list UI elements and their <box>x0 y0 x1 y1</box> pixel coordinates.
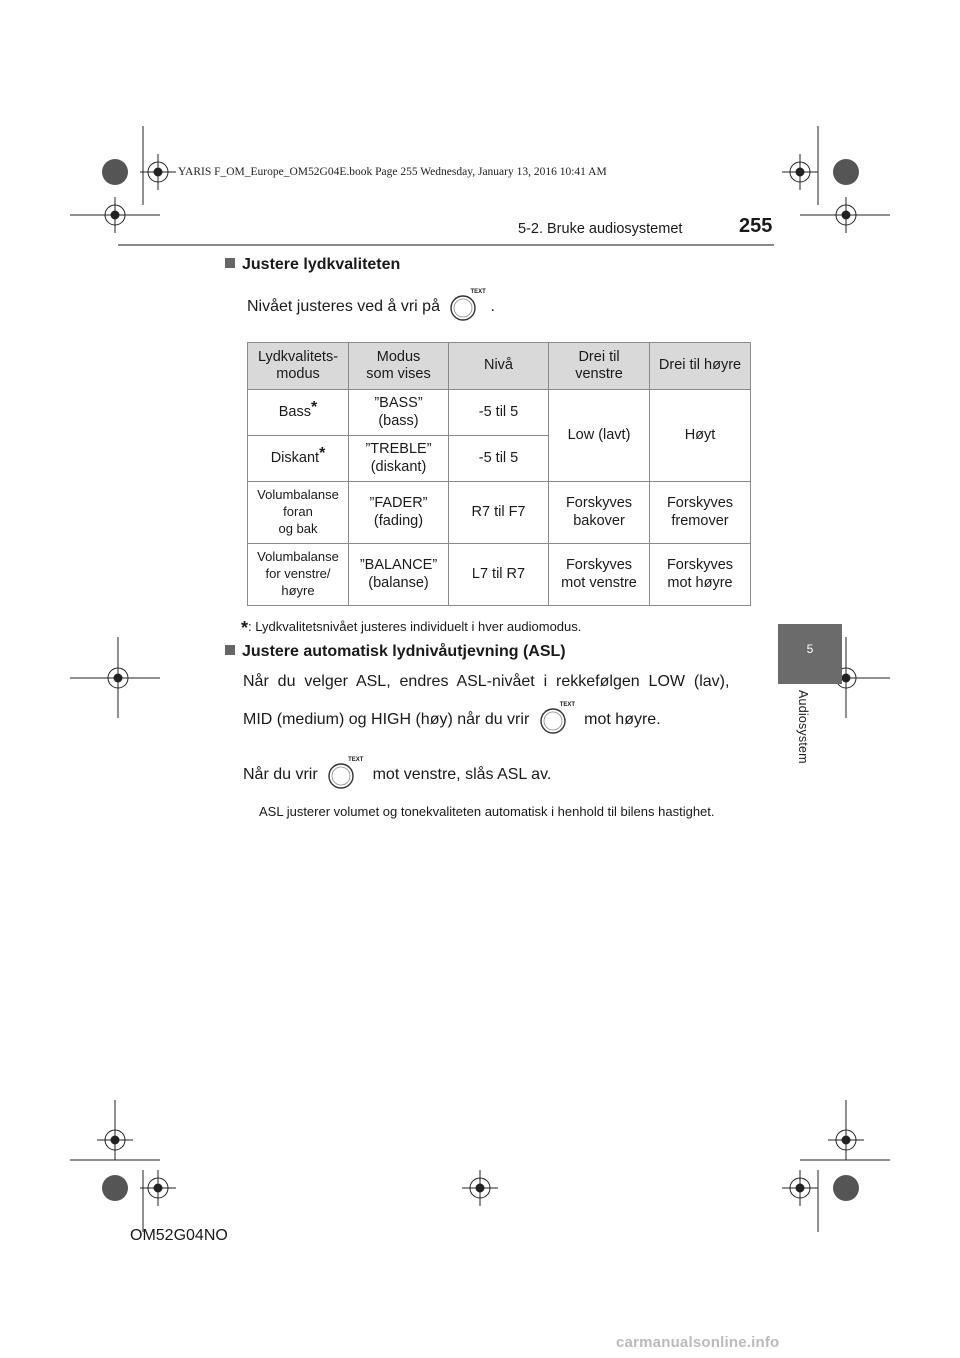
cell-mode: Diskant* <box>248 436 349 482</box>
cell-right-shared: Høyt <box>650 390 751 482</box>
cell-level: L7 til R7 <box>449 544 549 606</box>
cell-display: ”BASS” (bass) <box>349 390 449 436</box>
table-row <box>248 482 751 544</box>
asl-note: ASL justerer volumet og tonekvaliteten automatisk i henhold til bilens hastighet. <box>259 804 715 819</box>
col-header-level: Nivå <box>449 343 549 390</box>
cell-mode: Volumbalanse foran og bak <box>248 482 349 544</box>
cell-right: Forskyves fremover <box>650 482 751 544</box>
page-number: 255 <box>739 215 773 237</box>
table-row <box>248 544 751 606</box>
col-header-left: Drei til venstre <box>549 343 650 390</box>
cell-display: ”TREBLE” (diskant) <box>349 436 449 482</box>
square-bullet-icon <box>225 645 235 655</box>
cell-left-shared: Low (lavt) <box>549 390 650 482</box>
col-header-right: Drei til høyre <box>650 343 751 390</box>
asl-line-1: Når du velger ASL, endres ASL-nivået i rekkefølgen LOW (lav), <box>243 673 730 690</box>
cell-left: Forskyves mot venstre <box>549 544 650 606</box>
text-knob-icon: TEXT <box>448 292 486 322</box>
square-bullet-icon <box>225 258 235 268</box>
section-title: 5-2. Bruke audiosystemet <box>518 221 683 237</box>
asl-line-2: MID (medium) og HIGH (høy) når du vrir TEXT mot høyre. <box>243 705 661 735</box>
table-header-row <box>248 343 751 390</box>
cell-level: -5 til 5 <box>449 390 549 436</box>
cell-display: ”BALANCE” (balanse) <box>349 544 449 606</box>
text-knob-icon: TEXT <box>538 705 576 735</box>
document-code: OM52G04NO <box>130 1227 228 1244</box>
col-header-mode: Lydkvalitets- modus <box>248 343 349 390</box>
cell-display: ”FADER” (fading) <box>349 482 449 544</box>
col-header-display: Modus som vises <box>349 343 449 390</box>
sound-quality-table <box>247 342 751 606</box>
cell-right: Forskyves mot høyre <box>650 544 751 606</box>
cell-left: Forskyves bakover <box>549 482 650 544</box>
cell-mode: Bass* <box>248 390 349 436</box>
cell-level: R7 til F7 <box>449 482 549 544</box>
text-knob-icon: TEXT <box>326 760 364 790</box>
table-row <box>248 390 751 436</box>
sound-quality-intro: Nivået justeres ved å vri på TEXT . <box>247 292 495 322</box>
cell-level: -5 til 5 <box>449 436 549 482</box>
header-rule <box>118 244 774 246</box>
chapter-label: Audiosystem <box>796 690 810 764</box>
table-footnote: *: Lydkvalitetsnivået justeres individuelt i hver audiomodus. <box>241 618 582 638</box>
watermark: carmanualsonline.info <box>616 1334 780 1351</box>
asl-line-3: Når du vrir TEXT mot venstre, slås ASL av. <box>243 760 551 790</box>
print-meta: YARIS F_OM_Europe_OM52G04E.book Page 255 Wednesday, January 13, 2016 10:41 AM <box>178 166 607 178</box>
cell-mode: Volumbalanse for venstre/ høyre <box>248 544 349 606</box>
asl-heading: Justere automatisk lydnivåutjevning (ASL) <box>225 643 566 661</box>
sound-quality-heading: Justere lydkvaliteten <box>225 256 400 274</box>
chapter-number: 5 <box>806 642 814 656</box>
